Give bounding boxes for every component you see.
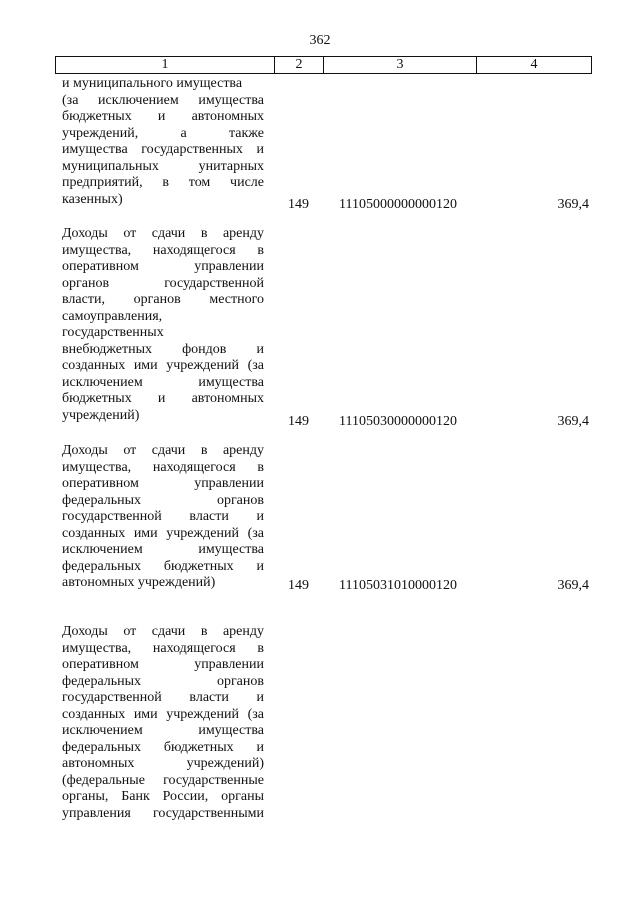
row-3-line: государственной власти и bbox=[62, 690, 264, 705]
row-3-line: созданных ими учреждений (за bbox=[62, 706, 264, 722]
row-1-line: внебюджетных фондов и bbox=[62, 341, 264, 357]
row-3-description bbox=[62, 624, 264, 822]
row-2-line: имущества, находящегося в bbox=[62, 459, 264, 475]
row-3-line: федеральных бюджетных и bbox=[62, 739, 264, 755]
row-2-line: автономных учреждений) bbox=[62, 575, 216, 590]
row-1-line: органов государственной bbox=[62, 275, 264, 291]
row-1-line: государственных bbox=[62, 325, 164, 340]
header-col-2: 2 bbox=[275, 57, 324, 73]
row-0-line: муниципальных унитарных bbox=[62, 158, 264, 174]
row-0-line: и муниципального имущества bbox=[62, 76, 243, 91]
row-1-line: власти, органов местного bbox=[62, 292, 264, 307]
row-1-line: созданных ими учреждений (за bbox=[62, 358, 264, 373]
row-2-line: федеральных бюджетных и bbox=[62, 558, 264, 574]
row-1-budget-code: 11105030000000120 bbox=[339, 414, 457, 429]
row-1-line: бюджетных и автономных bbox=[62, 391, 264, 406]
row-2-budget-code: 11105031010000120 bbox=[339, 578, 457, 593]
row-2-line: государственной власти и bbox=[62, 509, 264, 524]
row-1-amount: 369,4 bbox=[557, 414, 589, 429]
row-1-line: исключением имущества bbox=[62, 374, 264, 390]
row-0-line: (за исключением имущества bbox=[62, 92, 264, 108]
row-3-line: оперативном управлении bbox=[62, 657, 264, 672]
header-col-4: 4 bbox=[530, 57, 538, 72]
row-3-line: имущества, находящегося в bbox=[62, 640, 264, 656]
row-3-line: автономных учреждений) bbox=[62, 756, 264, 771]
row-1-line: имущества, находящегося в bbox=[62, 242, 264, 258]
row-2-amount: 369,4 bbox=[557, 578, 589, 593]
row-2-description bbox=[62, 443, 264, 592]
row-2-line: федеральных органов bbox=[62, 492, 264, 508]
row-3-line: исключением имущества bbox=[62, 723, 264, 738]
row-1-line: оперативном управлении bbox=[62, 259, 264, 274]
row-3-line: органы, Банк России, органы bbox=[62, 789, 264, 804]
table-header bbox=[55, 56, 592, 74]
row-0-budget-code: 11105000000000120 bbox=[339, 197, 457, 212]
row-1-description bbox=[62, 226, 264, 424]
row-3-line: управления государственными bbox=[62, 805, 264, 821]
row-2-line: исключением имущества bbox=[62, 542, 264, 557]
row-1-line: самоуправления, bbox=[62, 308, 163, 324]
row-2-line: созданных ими учреждений (за bbox=[62, 525, 264, 541]
page-number: 362 bbox=[309, 33, 331, 48]
row-0-description bbox=[62, 76, 264, 208]
row-1-line: Доходы от сдачи в аренду bbox=[62, 226, 264, 241]
header-col-1: 1 bbox=[56, 57, 275, 73]
row-0-line: учреждений, а также bbox=[62, 125, 264, 141]
row-0-amount: 369,4 bbox=[557, 197, 589, 212]
row-3-line: (федеральные государственные bbox=[62, 772, 264, 788]
row-2-line: Доходы от сдачи в аренду bbox=[62, 443, 264, 458]
row-1-admin-code: 149 bbox=[288, 414, 309, 429]
row-0-line: предприятий, в том числе bbox=[62, 175, 264, 190]
row-3-line: Доходы от сдачи в аренду bbox=[62, 624, 264, 639]
row-0-line: казенных) bbox=[62, 191, 123, 207]
row-3-line: федеральных органов bbox=[62, 673, 264, 689]
row-2-admin-code: 149 bbox=[288, 578, 309, 593]
row-0-admin-code: 149 bbox=[288, 197, 309, 212]
row-0-line: имущества государственных и bbox=[62, 142, 264, 157]
row-1-line: учреждений) bbox=[62, 407, 140, 423]
header-col-3: 3 bbox=[324, 57, 477, 73]
row-2-line: оперативном управлении bbox=[62, 476, 264, 491]
row-0-line: бюджетных и автономных bbox=[62, 109, 264, 124]
